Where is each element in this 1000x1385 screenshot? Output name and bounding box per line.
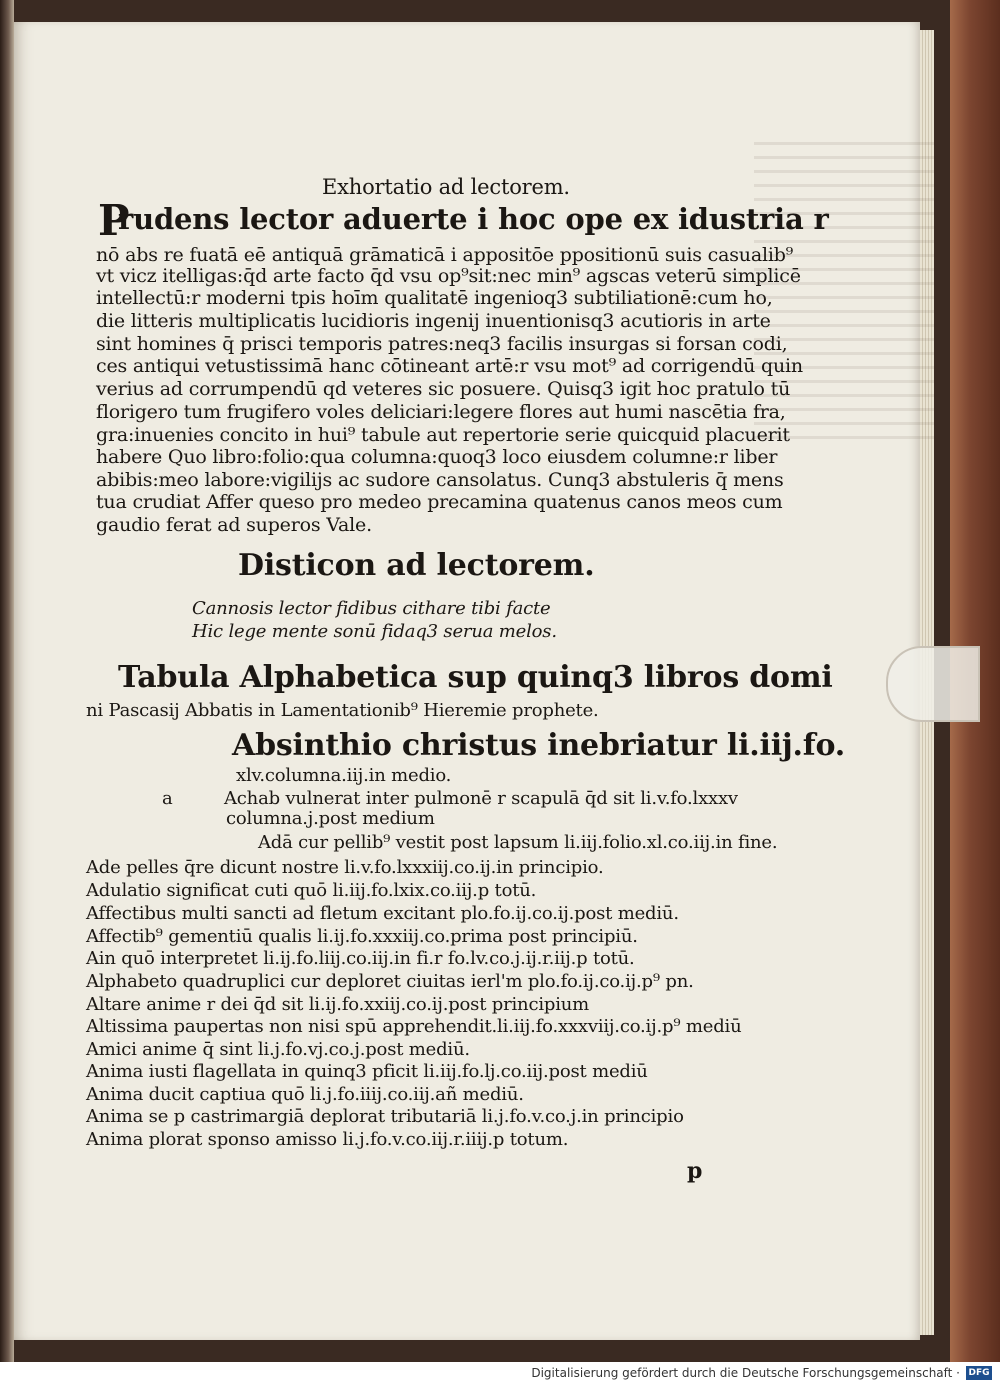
exhortation-line: gra:inuenies concito in hui⁹ tabule aut repertorie serie quicquid placuerit <box>96 424 790 446</box>
exhortation-line: habere Quo libro:folio:qua columna:quoq3 loco eiusdem columne:r liber <box>96 446 778 468</box>
index-entry: Affectibus multi sancti ad fletum excitant plo.fo.ij.co.ij.post mediū. <box>86 903 679 924</box>
exhortation-line: florigero tum frugifero voles deliciari:legere flores aut humi nascētia fra, <box>96 401 786 423</box>
index-entry: columna.j.post medium <box>226 808 435 829</box>
index-entry: Affectib⁹ gementiū qualis li.ij.fo.xxxiij.co.prima post principiū. <box>86 926 638 947</box>
dfg-logo-icon: DFG <box>966 1366 992 1380</box>
exhortation-line: abibis:meo labore:vigilijs ac sudore cansolatus. Cunq3 abstuleris q̄ mens <box>96 469 784 491</box>
tabula-heading: Tabula Alphabetica sup quinq3 libros domi <box>118 660 833 695</box>
absinthio-entry: Absinthio christus inebriatur li.iij.fo. <box>232 728 846 763</box>
bookmark-tab <box>886 646 980 722</box>
distich-line: Cannosis lector fidibus cithare tibi facte <box>192 598 551 619</box>
exhortation-line: ces antiqui vetustissimā hanc cōtineant artē:r vsu mot⁹ ad corrigendū quin <box>96 355 803 377</box>
exhortation-line: verius ad corrumpendū qd veteres sic posuere. Quisq3 igit hoc pratulo tū <box>96 378 791 400</box>
disticon-title: Disticon ad lectorem. <box>238 548 595 583</box>
index-entry: Achab vulnerat inter pulmonē r scapulā q̄d sit li.v.fo.lxxxv <box>224 788 738 809</box>
index-entry: Anima se p castrimargiā deplorat tributariā li.j.fo.v.co.j.in principio <box>86 1106 684 1127</box>
exhortation-line: sint homines q̄ prisci temporis patres:neq3 facilis insurgas si forsan codi, <box>96 333 788 355</box>
exhortation-line: die litteris multiplicatis lucidioris ingenij inuentionisq3 acutioris in arte <box>96 310 771 332</box>
index-entry: Anima plorat sponso amisso li.j.fo.v.co.iij.r.iiij.p totum. <box>86 1129 569 1150</box>
index-entry: Altare anime r dei q̄d sit li.ij.fo.xxiij.co.ij.post principium <box>86 994 590 1015</box>
drop-cap: P <box>98 196 130 245</box>
exhortation-first-line: rudens lector aduerte i hoc ope ex idustria r <box>118 202 829 236</box>
left-binding-edge <box>0 0 14 1362</box>
index-entry: Ain quō interpretet li.ij.fo.liij.co.iij.in fi.r fo.lv.co.j.ij.r.iij.p totū. <box>86 948 635 969</box>
footer-credit: Digitalisierung gefördert durch die Deutsche Forschungsgemeinschaft · <box>531 1366 960 1380</box>
exhortation-line: vt vicz itelligas:q̄d arte facto q̄d vsu op⁹sit:nec min⁹ agscas veterū simplicē <box>96 265 801 287</box>
exhortation-line: nō abs re fuatā eē antiquā grāmaticā i appositōe ppositionū suis casualib⁹ <box>96 244 794 266</box>
exhortation-line: gaudio ferat ad superos Vale. <box>96 514 372 536</box>
margin-letter: a <box>162 788 173 809</box>
exhortation-line: intellectū:r moderni tpis hoīm qualitatē ingenioq3 subtiliationē:cum ho, <box>96 287 773 309</box>
distich-line: Hic lege mente sonū fidaq3 serua melos. <box>192 621 557 642</box>
signature-mark: p <box>687 1158 703 1184</box>
exhortation-line: tua crudiat Affer queso pro medeo precamina quatenus canos meos cum <box>96 491 783 513</box>
index-entry: Adā cur pellib⁹ vestit post lapsum li.iij.folio.xl.co.iij.in fine. <box>258 832 778 853</box>
index-entry: Ade pelles q̄re dicunt nostre li.v.fo.lxxxiij.co.ij.in principio. <box>86 857 604 878</box>
index-entry: Anima ducit captiua quō li.j.fo.iiij.co.iij.añ mediū. <box>86 1084 524 1105</box>
index-entry: Altissima paupertas non nisi spū apprehendit.li.iij.fo.xxxviij.co.ij.p⁹ mediū <box>86 1016 742 1037</box>
index-entry: Anima iusti flagellata in quinq3 pficit li.iij.fo.lj.co.iij.post mediū <box>86 1061 648 1082</box>
absinthio-entry-cont: xlv.columna.iij.in medio. <box>236 765 452 786</box>
exhortation-title: Exhortatio ad lectorem. <box>322 175 570 199</box>
index-entry: Alphabeto quadruplici cur deploret ciuitas ierl'm plo.fo.ij.co.ij.p⁹ pn. <box>86 971 694 992</box>
index-entry: Adulatio significat cuti quō li.iij.fo.lxix.co.iij.p totū. <box>86 880 537 901</box>
footer-bar <box>0 1362 1000 1385</box>
tabula-subheading: ni Pascasij Abbatis in Lamentationib⁹ Hieremie prophete. <box>86 700 599 721</box>
index-entry: Amici anime q̄ sint li.j.fo.vj.co.j.post mediū. <box>86 1039 470 1060</box>
